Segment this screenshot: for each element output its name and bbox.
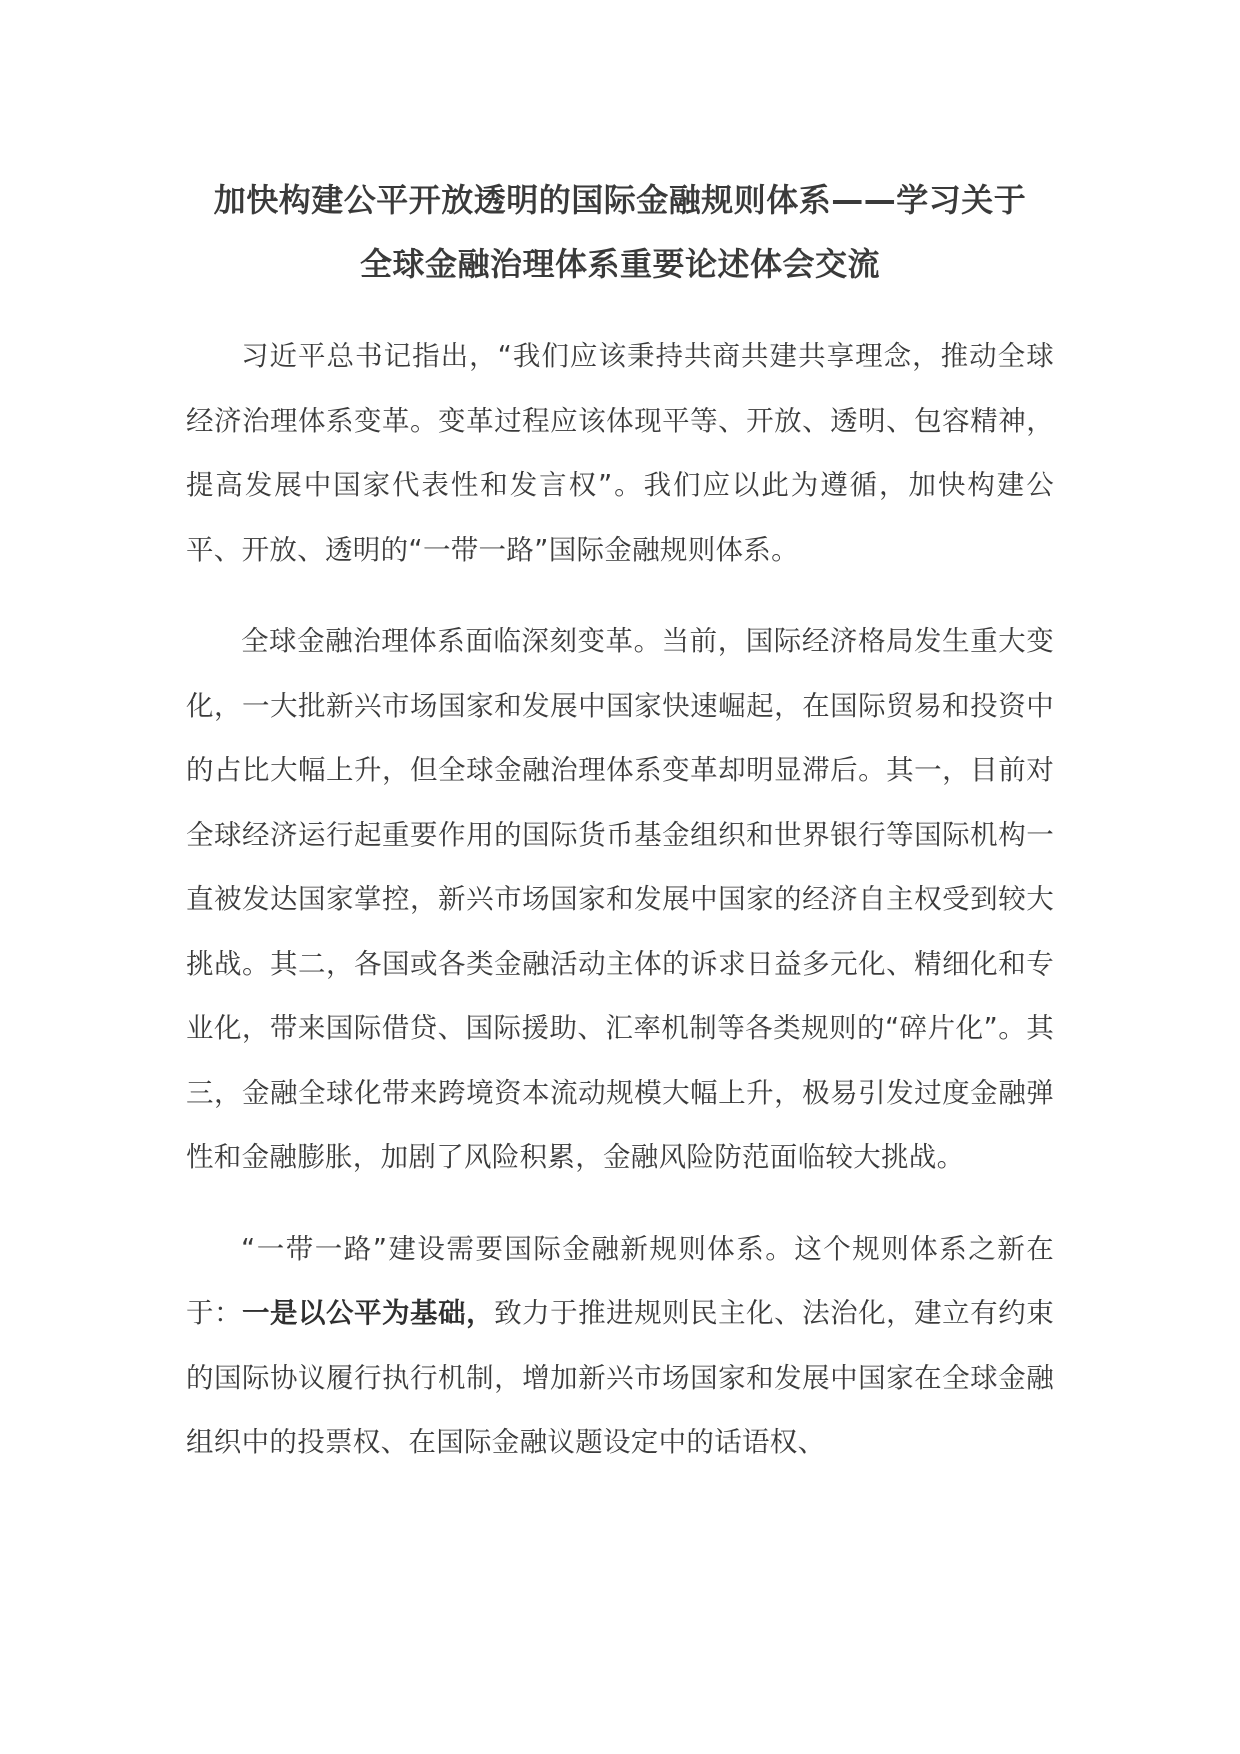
paragraph-3 <box>186 1217 1054 1475</box>
paragraph-3-emphasis: 一是以公平为基础， <box>242 1297 495 1329</box>
document-title <box>186 168 1054 296</box>
title-line-1: 加快构建公平开放透明的国际金融规则体系——学习关于 <box>213 181 1027 219</box>
paragraph-3-rest: 致力于推进规则民主化、法治化，建立有约束的国际协议履行执行机制，增加新兴市场国家和发展中国家在全球金融组织中的投票权、在国际金融议题设定中的话语权、 <box>186 1297 1054 1458</box>
document-body <box>186 324 1054 1502</box>
paragraph-1: 习近平总书记指出，“我们应该秉持共商共建共享理念，推动全球经济治理体系变革。变革过程应该体现平等、开放、透明、包容精神，提高发展中国家代表性和发言权”。我们应以此为遵循，加快构建公平、开放、透明的“一带一路”国际金融规则体系。 <box>186 340 1054 566</box>
paragraph-3-lead: “一带一路”建设需要国际金融新规则体系。这个规则体系之新在于： <box>186 1232 1054 1329</box>
title-line-2: 全球金融治理体系重要论述体会交流 <box>359 245 880 283</box>
paragraph-2: 全球金融治理体系面临深刻变革。当前，国际经济格局发生重大变化，一大批新兴市场国家和发展中国家快速崛起，在国际贸易和投资中的占比大幅上升，但全球金融治理体系变革却明显滞后。其一，目前对全球经济运行起重要作用的国际货币基金组织和世界银行等国际机构一直被发达国家掌控，新兴市场国家和发展中国家的经济自主权受到较大挑战。其二，各国或各类金融活动主体的诉求日益多元化、精细化和专业化，带来国际借贷、国际援助、汇率机制等各类规则的“碎片化”。其三，金融全球化带来跨境资本流动规模大幅上升，极易引发过度金融弹性和金融膨胀，加剧了风险积累，金融风险防范面临较大挑战。 <box>186 625 1054 1173</box>
